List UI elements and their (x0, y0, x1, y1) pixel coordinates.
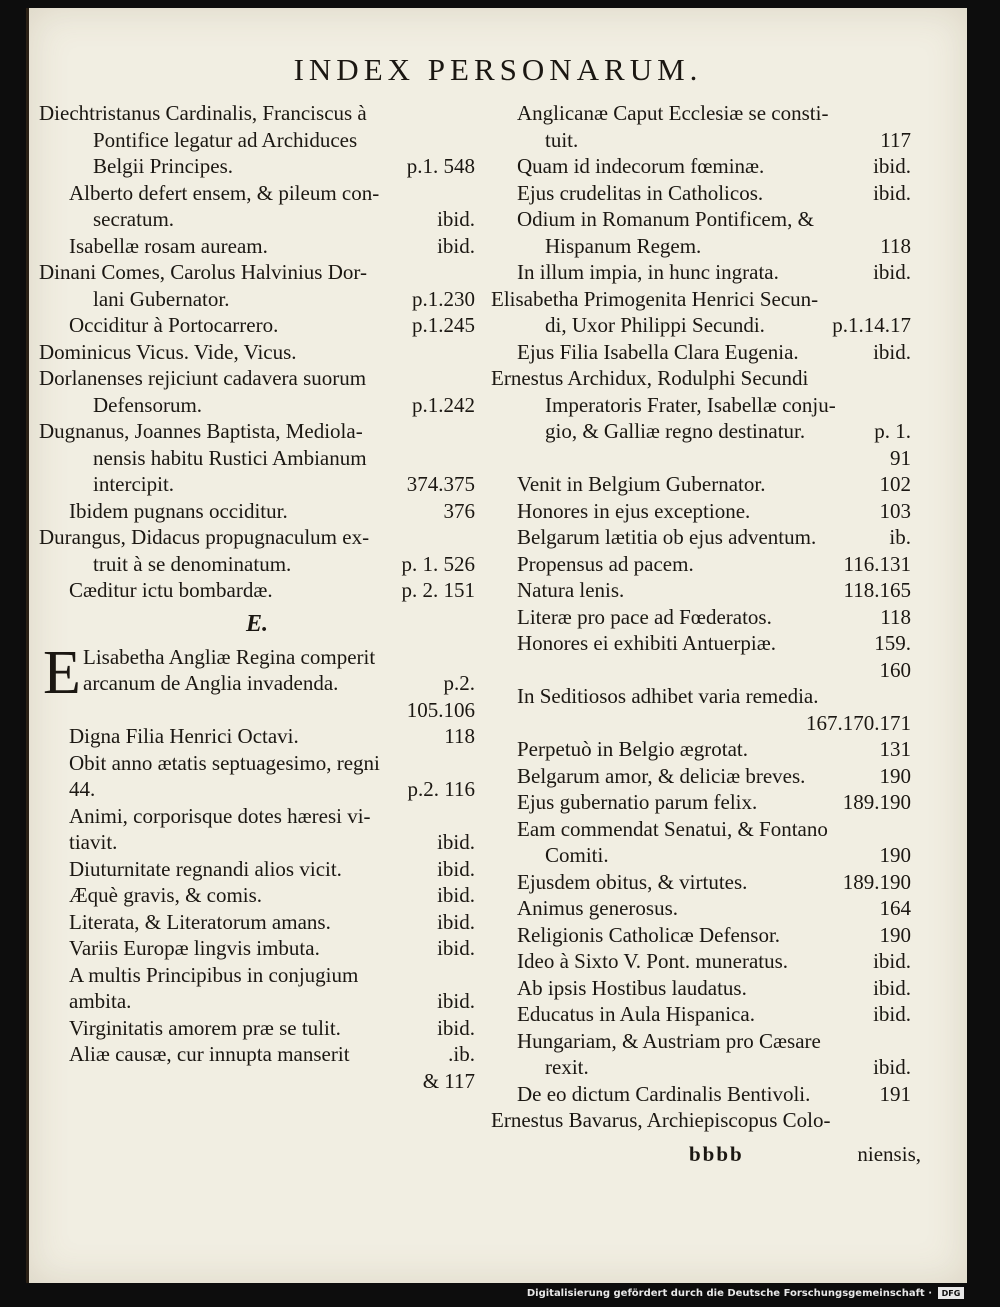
entry-text: Elisabetha Primogenita Henrici Secun- (491, 286, 819, 311)
entry-text: Animus generosus. (517, 896, 678, 920)
entry-ref: 103 (879, 498, 911, 523)
entry-ref: p. 1. (874, 419, 911, 443)
entry-text: truit à se denominatum. (93, 551, 292, 576)
index-entry (491, 736, 911, 763)
index-entry (39, 988, 475, 1015)
left-entries-d (39, 100, 475, 604)
entry-text: secratum. (93, 207, 175, 231)
entry-text: Educatus in Aula Hispanica. (517, 1002, 755, 1026)
entry-ref: 190 (879, 763, 911, 788)
index-entry (491, 100, 911, 127)
entry-ref: & 117 (422, 1068, 475, 1093)
index-entry (491, 922, 911, 949)
entry-ref: ibid. (437, 830, 475, 854)
entry-text: De eo dictum Cardinalis Bentivoli. (517, 1081, 811, 1106)
entry-ref: 131 (879, 737, 911, 761)
entry-text: Anglicanæ Caput Ecclesiæ se consti- (517, 101, 829, 125)
entry-text: Cæditur ictu bombardæ. (69, 578, 273, 602)
index-entry (39, 1068, 475, 1095)
entry-text: Diuturnitate regnandi alios vicit. (69, 856, 342, 881)
index-entry (39, 312, 475, 339)
dropcap-letter: E (43, 638, 81, 707)
entry-ref: ibid. (873, 1055, 911, 1079)
index-entry (39, 365, 475, 392)
entry-ref: ibid. (437, 856, 475, 881)
entry-text: Hungariam, & Austriam pro Cæsare (517, 1028, 821, 1053)
entry-text: Ernestus Bavarus, Archiepiscopus Colo- (491, 1108, 831, 1132)
catchword: niensis, (857, 1142, 921, 1166)
entry-text: Ideo à Sixto V. Pont. muneratus. (517, 949, 789, 973)
index-entry (491, 392, 911, 419)
index-entry (491, 286, 911, 313)
entry-ref: 191 (879, 1081, 911, 1106)
index-entry (39, 1015, 475, 1042)
entry-ref: 118.165 (843, 578, 911, 602)
entry-ref: 159. (874, 631, 911, 655)
entry-ref: 190 (879, 843, 911, 867)
section-e-intro (39, 638, 475, 724)
entry-ref: ibid. (873, 949, 911, 973)
entry-text: Obit anno ætatis septuagesimo, regni (69, 750, 380, 775)
index-entry (491, 869, 911, 896)
entry-text: A multis Principibus in conjugium (69, 962, 359, 987)
index-entry (491, 524, 911, 551)
entry-ref: ibid. (437, 1015, 475, 1040)
entry-text: Belgarum lætitia ob ejus adventum. (517, 525, 817, 549)
entry-ref: ibid. (873, 1002, 911, 1026)
entry-ref: ibid. (873, 975, 911, 1000)
left-entries-e (39, 723, 475, 1094)
index-entry (39, 339, 475, 366)
entry-text: Ejusdem obitus, & virtutes. (517, 869, 748, 894)
entry-ref: .ib. (448, 1042, 475, 1066)
entry-text: Ejus Filia Isabella Clara Eugenia. (517, 339, 799, 364)
entry-ref: 118 (880, 604, 911, 629)
entry-text: Æquè gravis, & comis. (69, 883, 263, 907)
entry-text: Literæ pro pace ad Fœderatos. (517, 604, 772, 629)
index-entry (491, 365, 911, 392)
index-entry (491, 498, 911, 525)
book-page (26, 8, 967, 1283)
index-entry (491, 551, 911, 578)
entry-ref: ibid. (873, 180, 911, 205)
index-entry (39, 962, 475, 989)
entry-ref: 91 (890, 445, 911, 470)
dfg-logo-icon: DFG (938, 1287, 964, 1299)
entry-ref: ibid. (437, 909, 475, 934)
entry-text: Digna Filia Henrici Octavi. (69, 724, 299, 748)
index-entry (39, 392, 475, 419)
entry-text: Odium in Romanum Pontificem, & (517, 207, 814, 231)
entry-text: arcanum de Anglia invadenda. (83, 671, 339, 695)
index-entry (491, 180, 911, 207)
entry-text: gio, & Galliæ regno destinatur. (545, 419, 806, 443)
index-entry (491, 418, 911, 445)
index-entry (39, 259, 475, 286)
entry-text: Comiti. (545, 843, 609, 867)
index-entry (39, 180, 475, 207)
entry-text: tiavit. (69, 830, 118, 854)
index-entry (491, 789, 911, 816)
index-entry (39, 471, 475, 498)
index-entry (491, 604, 911, 631)
index-entry (491, 233, 911, 260)
index-entry (39, 577, 475, 604)
index-entry (39, 206, 475, 233)
entry-text: lani Gubernator. (93, 286, 230, 311)
entry-text: Dinani Comes, Carolus Halvinius Dor- (39, 260, 367, 284)
entry-text: Pontifice legatur ad Archiduces (93, 127, 358, 152)
entry-text: Literata, & Literatorum amans. (69, 909, 331, 934)
entry-text: di, Uxor Philippi Secundi. (545, 313, 765, 337)
entry-ref: p.1. 548 (406, 154, 475, 178)
section-letter: E. (245, 610, 268, 637)
index-entry (39, 723, 475, 750)
index-entry (491, 1001, 911, 1028)
index-entry (39, 551, 475, 578)
entry-text: Occiditur à Portocarrero. (69, 313, 279, 337)
entry-ref: 164 (879, 896, 911, 920)
entry-text: Imperatoris Frater, Isabellæ conju- (545, 392, 836, 417)
entry-text: nensis habitu Rustici Ambianum (93, 445, 367, 470)
entry-text: ambita. (69, 989, 132, 1013)
index-entry (39, 829, 475, 856)
index-entry (491, 153, 911, 180)
right-entries (491, 100, 911, 1134)
right-column (491, 100, 911, 1134)
entry-text: Ejus gubernatio parum felix. (517, 790, 758, 814)
page-header: INDEX PERSONARUM. (293, 52, 703, 87)
entry-ref: 160 (879, 657, 911, 682)
entry-text: Variis Europæ lingvis imbuta. (69, 936, 320, 960)
index-entry (491, 1081, 911, 1108)
left-column (39, 100, 475, 1094)
entry-text: Isabellæ rosam auream. (69, 233, 268, 258)
entry-text: Belgarum amor, & deliciæ breves. (517, 763, 806, 788)
entry-ref: ib. (889, 525, 911, 549)
index-entry (491, 259, 911, 286)
entry-text: In illum impia, in hunc ingrata. (517, 260, 779, 284)
entry-text: Propensus ad pacem. (517, 551, 694, 576)
index-entry (39, 498, 475, 525)
entry-text: Ernestus Archidux, Rodulphi Secundi (491, 366, 809, 390)
entry-ref: 189.190 (842, 869, 911, 894)
signature-mark: bbbb (689, 1142, 744, 1166)
index-entry (39, 418, 475, 445)
entry-text: 44. (69, 777, 96, 801)
index-entry (39, 286, 475, 313)
index-entry (491, 312, 911, 339)
entry-text: Defensorum. (93, 392, 203, 417)
index-entry (491, 471, 911, 498)
entry-text: Diechtristanus Cardinalis, Franciscus à (39, 101, 367, 125)
entry-text: Dorlanenses rejiciunt cadavera suorum (39, 366, 367, 390)
index-entry (491, 842, 911, 869)
index-entry (491, 948, 911, 975)
entry-text: Durangus, Didacus propugnaculum ex- (39, 525, 370, 549)
index-entry (491, 657, 911, 684)
entry-ref-continuation: 105.106 (406, 697, 475, 722)
index-entry (39, 153, 475, 180)
entry-ref: p.1.230 (412, 286, 475, 311)
digitization-footer (527, 1287, 964, 1299)
entry-text: Alberto defert ensem, & pileum con- (69, 180, 380, 205)
entry-ref: p.1.14.17 (832, 313, 911, 337)
index-entry (491, 577, 911, 604)
index-entry (491, 630, 911, 657)
entry-ref: 190 (879, 922, 911, 947)
entry-ref: p.1.245 (412, 313, 475, 337)
entry-text: Dugnanus, Joannes Baptista, Mediola- (39, 419, 363, 443)
entry-ref: ibid. (437, 883, 475, 907)
entry-ref: 189.190 (842, 790, 911, 814)
index-entry (491, 895, 911, 922)
index-entry (39, 445, 475, 472)
index-entry (39, 750, 475, 777)
index-entry (491, 975, 911, 1002)
index-entry (39, 100, 475, 127)
entry-text: Hispanum Regem. (545, 233, 702, 258)
entry-text: Quam id indecorum fœminæ. (517, 154, 765, 178)
entry-ref: 374.375 (406, 472, 475, 496)
entry-ref: 118 (444, 724, 475, 748)
entry-text: Ab ipsis Hostibus laudatus. (517, 975, 747, 1000)
index-entry (491, 206, 911, 233)
entry-text: Aliæ causæ, cur innupta manserit (69, 1042, 350, 1066)
entry-ref: 167.170.171 (806, 710, 911, 735)
entry-text: Venit in Belgium Gubernator. (517, 472, 766, 496)
entry-ref: ibid. (873, 339, 911, 364)
entry-ref: 118 (880, 233, 911, 258)
entry-ref: ibid. (437, 207, 475, 231)
entry-ref: 117 (880, 127, 911, 152)
index-entry (491, 1028, 911, 1055)
index-entry (39, 1041, 475, 1068)
entry-text: In Seditiosos adhibet varia remedia. (517, 684, 819, 708)
footer-text: Digitalisierung gefördert durch die Deutsche Forschungsgemeinschaft · (526, 1287, 932, 1299)
index-entry (39, 233, 475, 260)
index-entry (491, 710, 911, 737)
index-entry (491, 127, 911, 154)
entry-text: rexit. (545, 1055, 589, 1079)
entry-text: Virginitatis amorem præ se tulit. (69, 1015, 341, 1040)
entry-ref: p.2. (443, 671, 475, 695)
index-entry (39, 856, 475, 883)
index-entry (39, 127, 475, 154)
entry-text: tuit. (545, 127, 579, 152)
entry-ref: p. 1. 526 (401, 551, 475, 576)
index-entry (39, 803, 475, 830)
entry-ref: ibid. (437, 989, 475, 1013)
entry-ref: ibid. (873, 154, 911, 178)
entry-ref: ibid. (437, 233, 475, 258)
entry-text: Animi, corporisque dotes hæresi vi- (69, 803, 371, 828)
entry-ref: 116.131 (843, 551, 911, 576)
index-entry (39, 909, 475, 936)
signature-line (689, 1142, 921, 1167)
entry-text: Dominicus Vicus. Vide, Vicus. (39, 339, 297, 364)
index-entry (39, 882, 475, 909)
index-entry (39, 776, 475, 803)
entry-text: Ejus crudelitas in Catholicos. (517, 180, 764, 205)
entry-text: Belgii Principes. (93, 154, 233, 178)
index-entry (39, 935, 475, 962)
index-entry (491, 816, 911, 843)
entry-text: Religionis Catholicæ Defensor. (517, 922, 781, 947)
entry-ref: p.1.242 (412, 392, 475, 417)
entry-ref: 102 (879, 472, 911, 496)
index-entry (491, 683, 911, 710)
entry-ref: ibid. (873, 260, 911, 284)
entry-text: Natura lenis. (517, 578, 625, 602)
index-entry (491, 1054, 911, 1081)
index-entry (491, 763, 911, 790)
index-entry (491, 339, 911, 366)
entry-text: Perpetuò in Belgio ægrotat. (517, 737, 748, 761)
entry-ref: 376 (443, 498, 475, 523)
entry-text: Ibidem pugnans occiditur. (69, 498, 288, 523)
entry-ref: p.2. 116 (407, 777, 475, 801)
index-entry (491, 445, 911, 472)
entry-text: Honores ei exhibiti Antuerpiæ. (517, 631, 776, 655)
entry-text: Lisabetha Angliæ Regina comperit (83, 644, 376, 669)
entry-text: Eam commendat Senatui, & Fontano (517, 816, 828, 841)
index-entry (491, 1107, 911, 1134)
entry-text: Honores in ejus exceptione. (517, 498, 751, 523)
entry-ref: p. 2. 151 (401, 578, 475, 602)
entry-text: intercipit. (93, 472, 175, 496)
index-entry (39, 524, 475, 551)
entry-ref: ibid. (437, 936, 475, 960)
